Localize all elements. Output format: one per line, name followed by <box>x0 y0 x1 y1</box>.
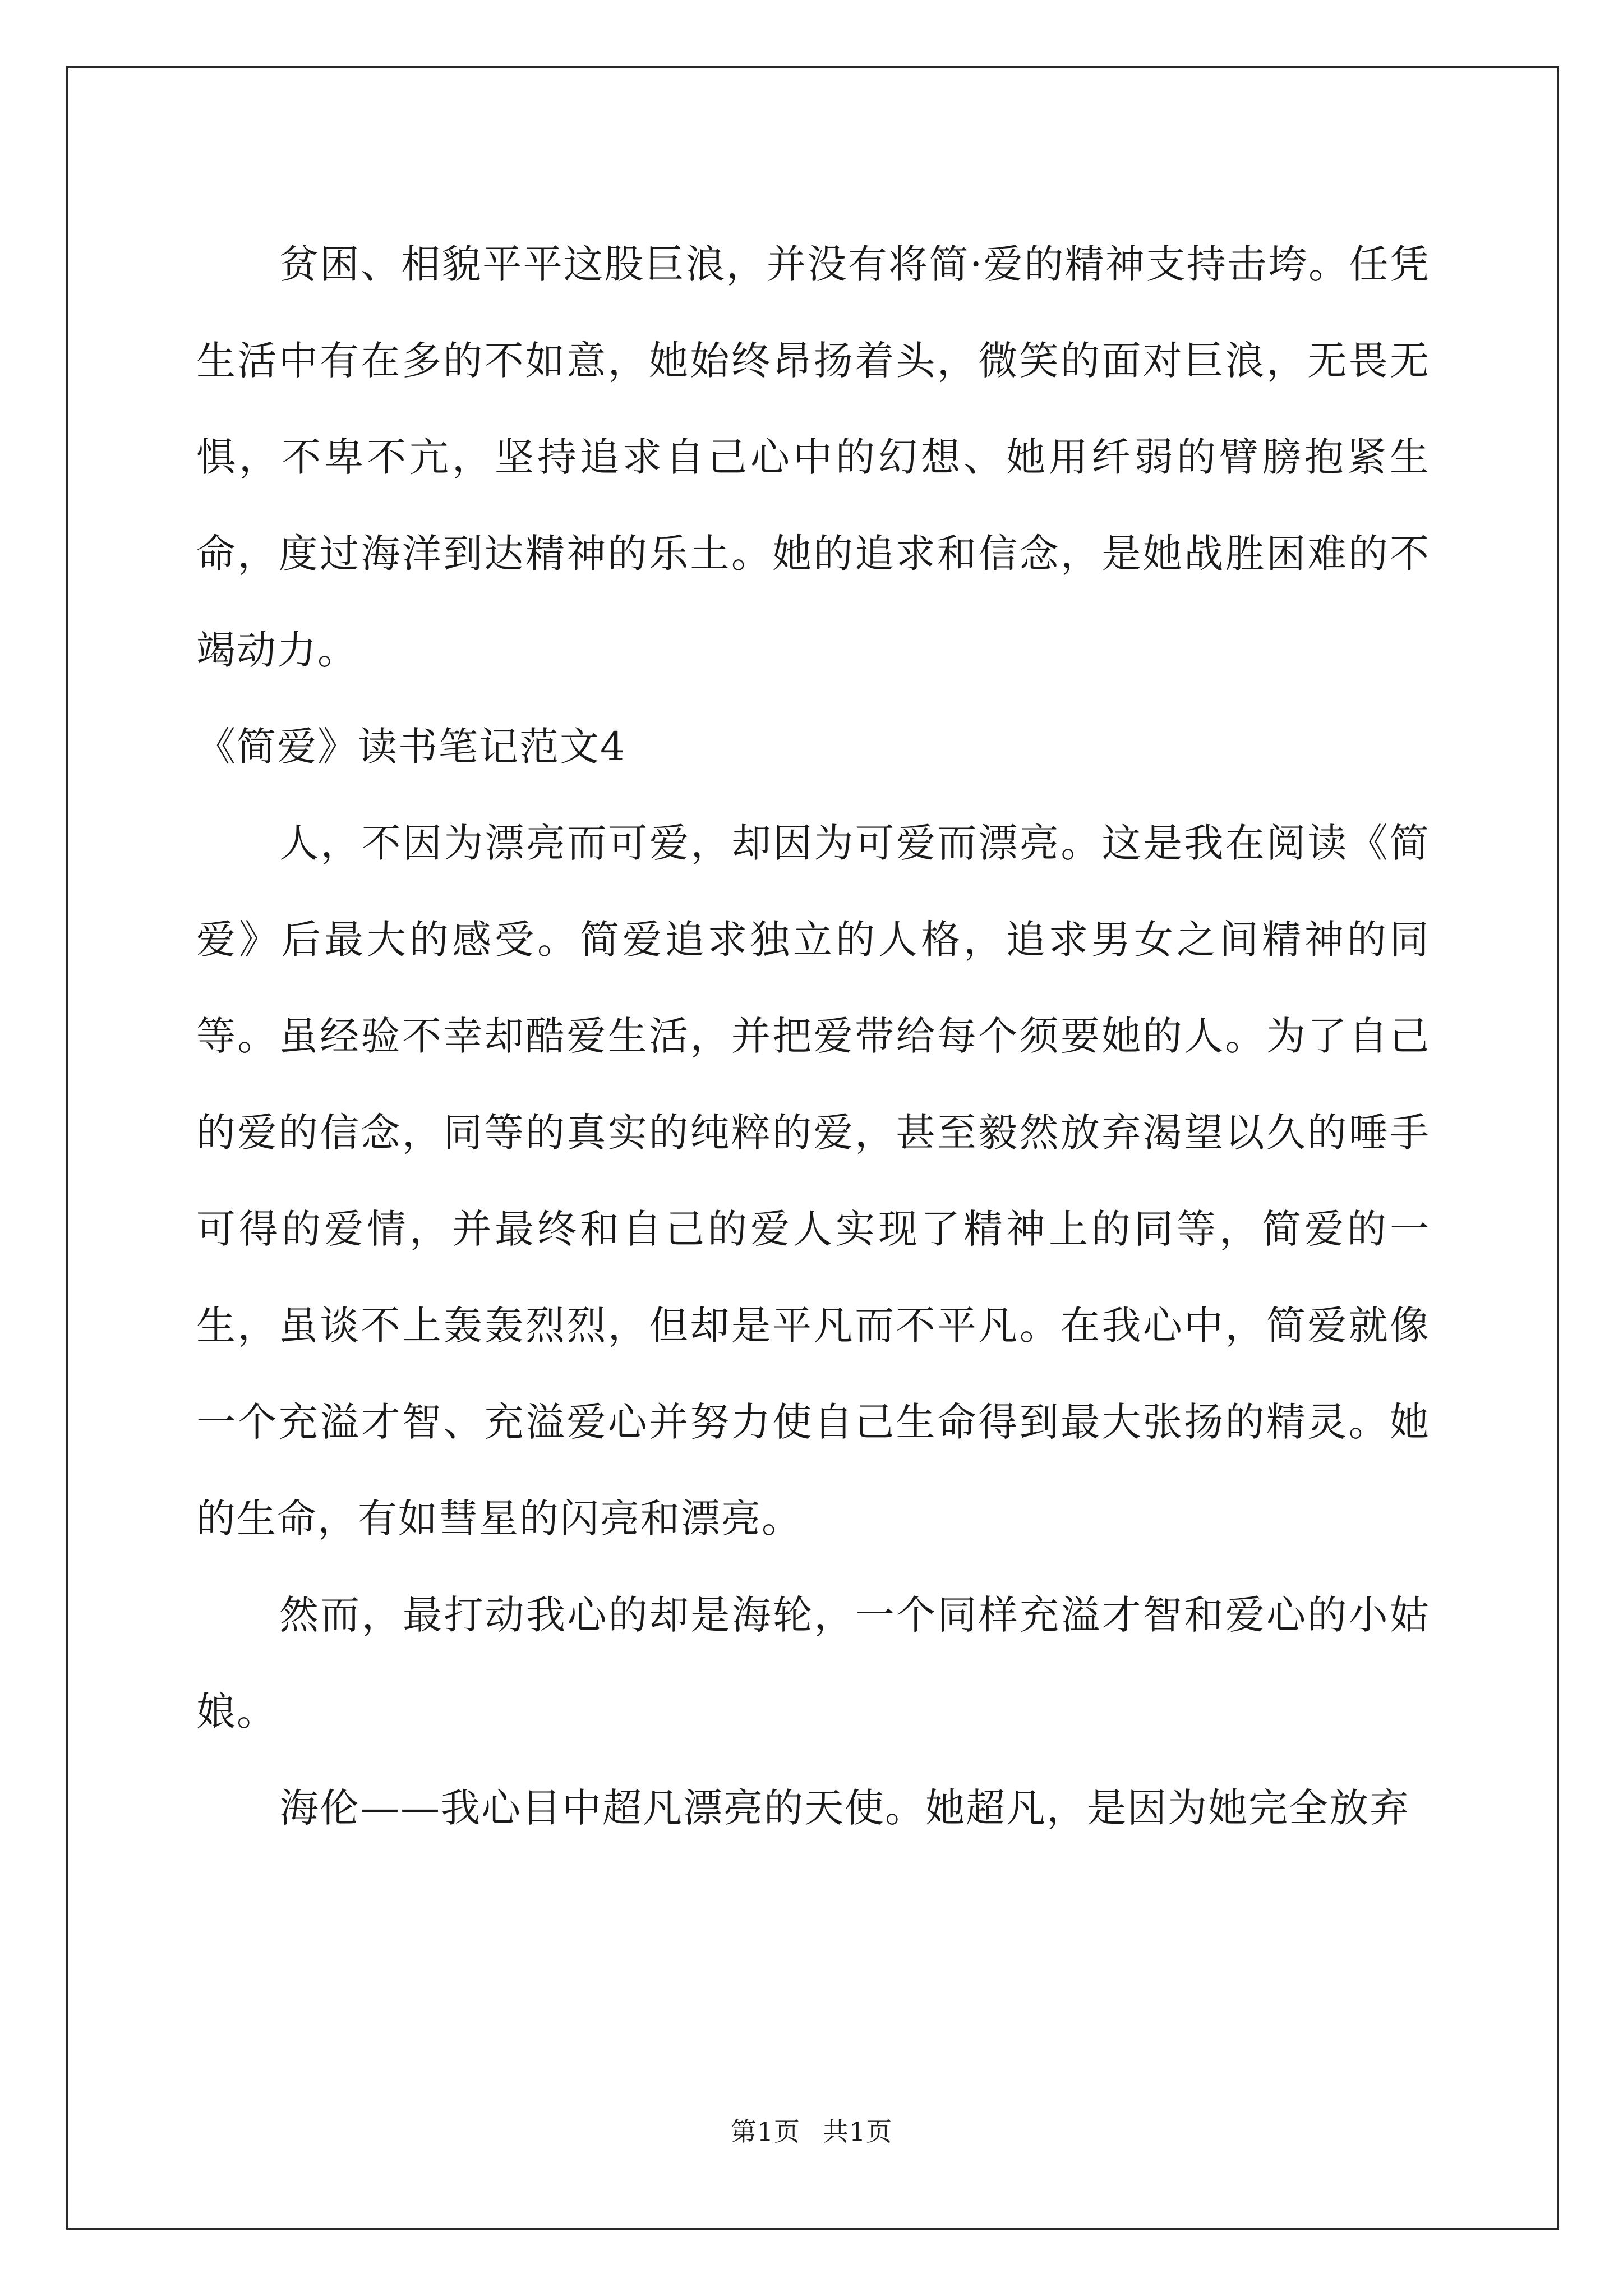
paragraph-2: 人，不因为漂亮而可爱，却因为可爱而漂亮。这是我在阅读《简爱》后最大的感受。简爱追求独立的人格，追求男女之间精神的同等。虽经验不幸却酷爱生活，并把爱带给每个须要她的人。为了自己的爱的信念，同等的真实的纯粹的爱，甚至毅然放弃渴望以久的唾手可得的爱情，并最终和自己的爱人实现了精神上的同等，简爱的一生，虽谈不上轰轰烈烈，但却是平凡而不平凡。在我心中，简爱就像一个充溢才智、充溢爱心并努力使自己生命得到最大张扬的精灵。她的生命，有如彗星的闪亮和漂亮。 <box>196 820 1430 1542</box>
document-body <box>196 216 1430 1856</box>
paragraph-3: 然而，最打动我心的却是海轮，一个同样充溢才智和爱心的小姑娘。 <box>196 1592 1430 1734</box>
page-footer <box>0 2115 1623 2148</box>
section-heading: 《简爱》读书笔记范文4 <box>196 724 626 770</box>
page-total: 共1页 <box>823 2116 893 2147</box>
page-number: 第1页 <box>730 2116 800 2147</box>
paragraph-1: 贫困、相貌平平这股巨浪，并没有将简·爱的精神支持击垮。任凭生活中有在多的不如意，她始终昂扬着头，微笑的面对巨浪，无畏无惧，不卑不亢，坚持追求自己心中的幻想、她用纤弱的臂膀抱紧生命，度过海洋到达精神的乐土。她的追求和信念，是她战胜困难的不竭动力。 <box>196 241 1430 673</box>
paragraph-4: 海伦——我心目中超凡漂亮的天使。她超凡，是因为她完全放弃 <box>279 1785 1410 1831</box>
